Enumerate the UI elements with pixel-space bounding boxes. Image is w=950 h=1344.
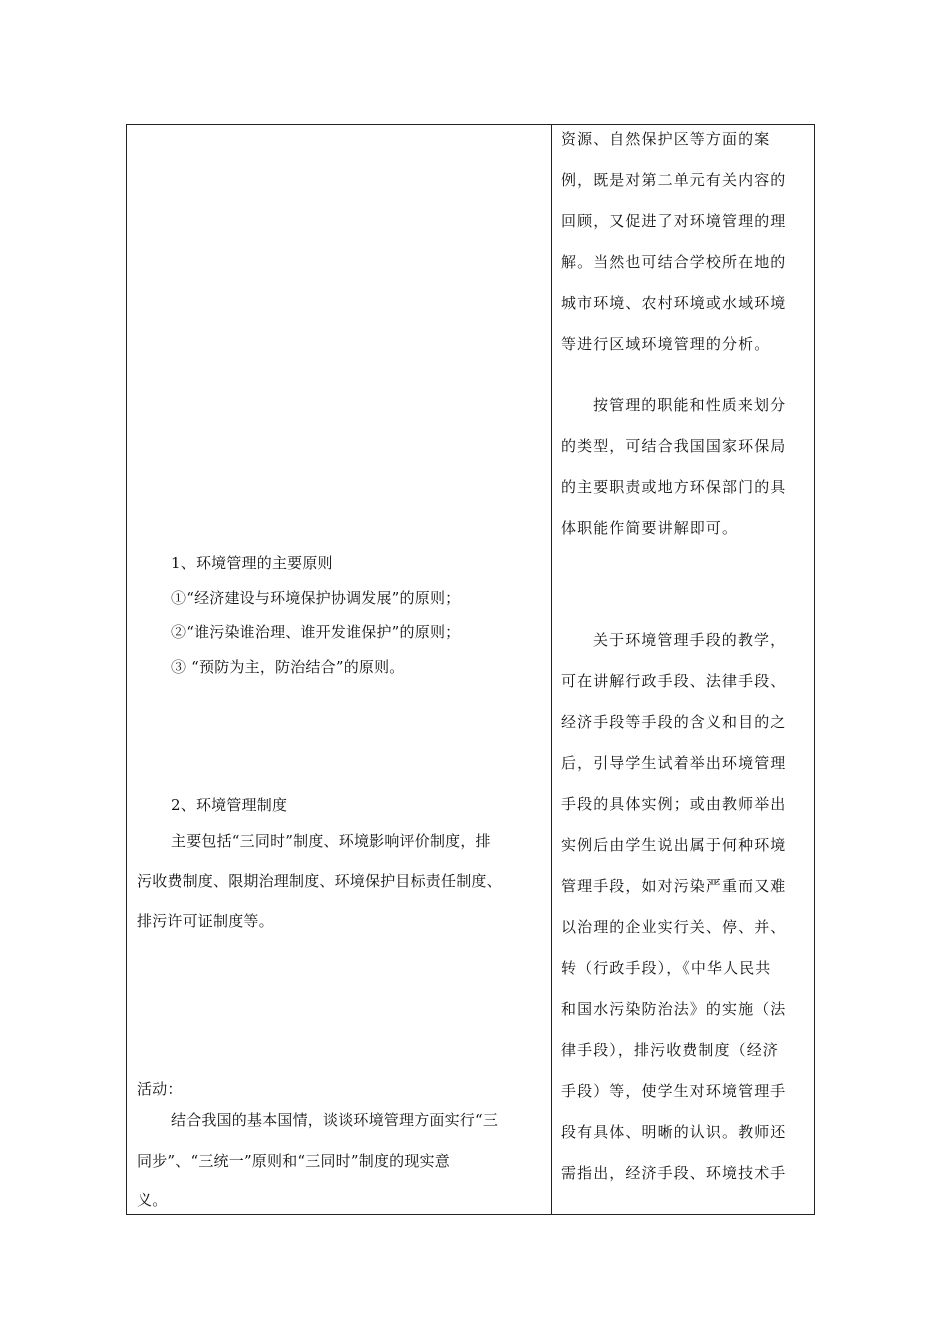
principle-item: ①“经济建设与环境保护协调发展”的原则； — [171, 589, 461, 607]
activity-text-line: 同步”、“三统一”原则和“三同时”制度的现实意 — [137, 1152, 450, 1170]
notes-line: 资源、自然保护区等方面的案 — [561, 130, 771, 148]
notes-line: 段有具体、明晰的认识。教师还 — [561, 1123, 787, 1141]
notes-line: 解。当然也可结合学校所在地的 — [561, 253, 787, 271]
principle-item: ②“谁污染谁治理、谁开发谁保护”的原则； — [171, 623, 461, 641]
notes-line: 手段）等，使学生对环境管理手 — [561, 1082, 787, 1100]
notes-line: 转（行政手段），《中华人民共 — [561, 959, 772, 977]
notes-line: 回顾，又促进了对环境管理的理 — [561, 212, 787, 230]
notes-line: 体职能作简要讲解即可。 — [561, 519, 739, 537]
activity-text-line: 义。 — [137, 1191, 168, 1209]
system-text-line: 污收费制度、限期治理制度、环境保护目标责任制度、 — [137, 872, 502, 890]
lesson-table — [126, 124, 815, 1215]
system-text-line: 排污许可证制度等。 — [137, 912, 274, 930]
notes-line: 需指出，经济手段、环境技术手 — [561, 1164, 787, 1182]
notes-line: 后，引导学生试着举出环境管理 — [561, 754, 787, 772]
notes-line: 和国水污染防治法》的实施（法 — [561, 1000, 787, 1018]
activity-label: 活动： — [137, 1080, 183, 1098]
column-divider — [551, 125, 552, 1214]
notes-line: 可在讲解行政手段、法律手段、 — [561, 672, 787, 690]
notes-line: 例，既是对第二单元有关内容的 — [561, 171, 787, 189]
notes-line: 的类型，可结合我国国家环保局 — [561, 437, 787, 455]
notes-line: 实例后由学生说出属于何种环境 — [561, 836, 787, 854]
notes-line: 手段的具体实例；或由教师举出 — [561, 795, 787, 813]
notes-line: 管理手段，如对污染严重而又难 — [561, 877, 787, 895]
notes-line: 律手段），排污收费制度（经济 — [561, 1041, 779, 1059]
notes-line: 城市环境、农村环境或水域环境 — [561, 294, 787, 312]
principle-item: ③ “预防为主，防治结合”的原则。 — [171, 658, 405, 676]
notes-line: 的主要职责或地方环保部门的具 — [561, 478, 787, 496]
notes-line: 以治理的企业实行关、停、并、 — [561, 918, 787, 936]
system-heading: 2、环境管理制度 — [171, 796, 288, 814]
notes-line: 经济手段等手段的含义和目的之 — [561, 713, 787, 731]
notes-line: 按管理的职能和性质来划分 — [593, 396, 787, 414]
system-text-line: 主要包括“三同时”制度、环境影响评价制度，排 — [171, 832, 491, 850]
notes-line: 等进行区域环境管理的分析。 — [561, 335, 771, 353]
notes-line: 关于环境管理手段的教学， — [593, 631, 787, 649]
activity-text-line: 结合我国的基本国情，谈谈环境管理方面实行“三 — [171, 1111, 499, 1129]
principles-heading: 1、环境管理的主要原则 — [171, 554, 333, 572]
